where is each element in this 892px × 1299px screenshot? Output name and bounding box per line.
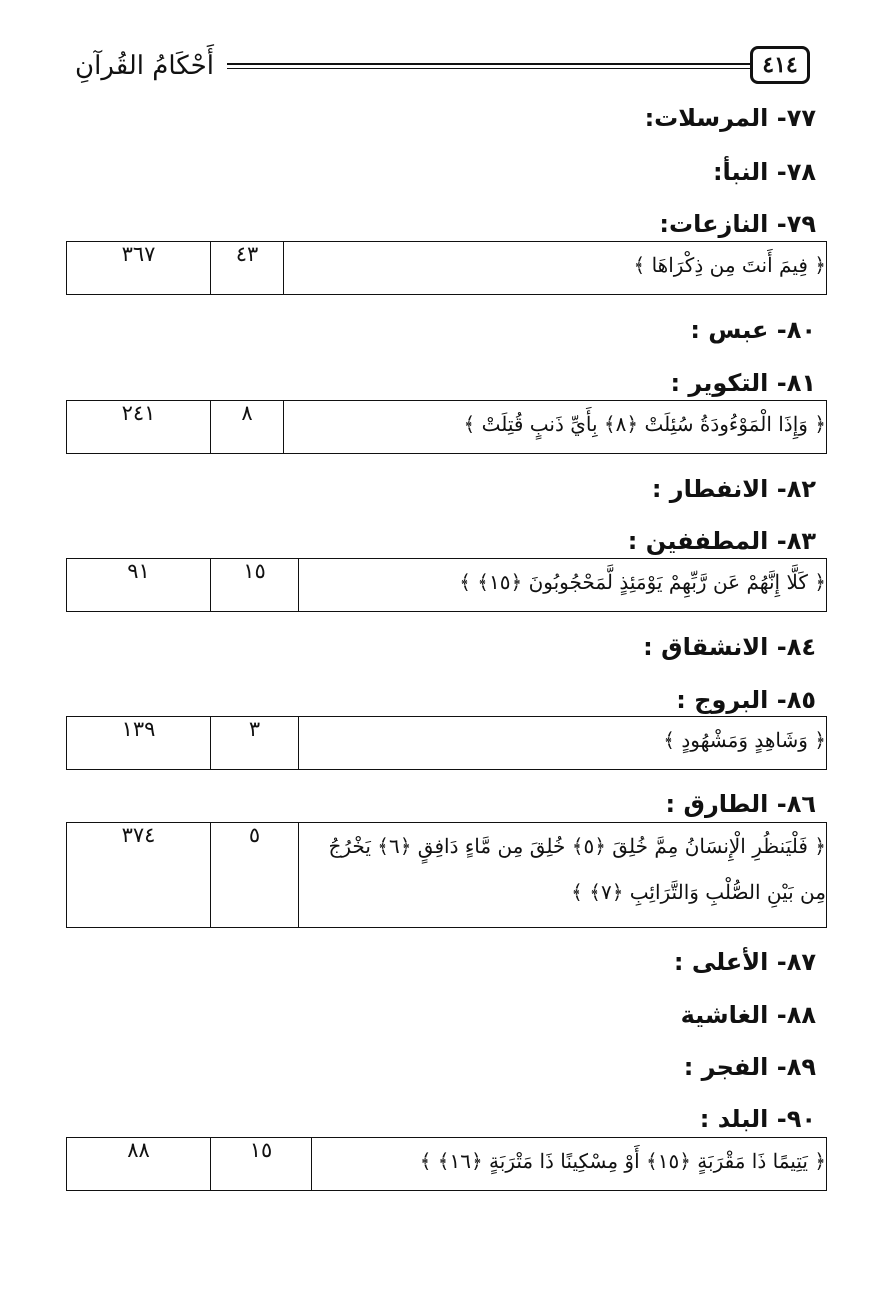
surah-heading-88: ٨٨- الغاشية [680,1001,816,1029]
verse-number: ٨ [211,401,284,454]
page-ref: ٣٧٤ [67,823,211,928]
table-row [67,401,827,454]
surah-heading-77: ٧٧- المرسلات: [644,104,816,132]
reference-table [66,241,827,295]
surah-heading-81: ٨١- التكوير : [670,369,816,397]
verse-text: ﴿ كَلَّا إِنَّهُمْ عَن رَّبِّهِمْ يَوْمَئِذٍ لَّمَحْجُوبُونَ ﴿١٥﴾ ﴾ [299,559,827,612]
verse-text: ﴿ وَإِذَا الْمَوْءُودَةُ سُئِلَتْ ﴿٨﴾ بِأَيِّ ذَنبٍ قُتِلَتْ ﴾ [284,401,827,454]
page-ref: ٣٦٧ [67,242,211,295]
page-ref: ٢٤١ [67,401,211,454]
surah-heading-87: ٨٧- الأعلى : [673,948,816,976]
page-number: ٤١٤ [750,46,810,84]
book-title: أَحْكَامُ القُرآنِ [75,51,214,81]
surah-heading-82: ٨٢- الانفطار : [651,475,816,503]
verse-text: ﴿ فَلْيَنظُرِ الْإِنسَانُ مِمَّ خُلِقَ ﴿٥﴾ خُلِقَ مِن مَّاءٍ دَافِقٍ ﴿٦﴾ يَخْرُجُ مِن بَيْنِ الصُّلْبِ وَالتَّرَائِبِ ﴿٧﴾ ﴾ [299,823,827,928]
table-row [67,1138,827,1191]
reference-table [66,558,827,612]
page-ref: ١٣٩ [67,717,211,770]
surah-heading-86: ٨٦- الطارق : [665,790,816,818]
table-row [67,559,827,612]
reference-table [66,716,827,770]
surah-heading-84: ٨٤- الانشقاق : [643,633,816,661]
table-row [67,717,827,770]
surah-heading-79: ٧٩- النازعات: [659,210,816,238]
surah-heading-78: ٧٨- النبأ: [712,158,816,186]
surah-heading-80: ٨٠- عبس : [690,316,816,344]
surah-heading-83: ٨٣- المطففين : [627,527,816,555]
verse-text: ﴿ فِيمَ أَنتَ مِن ذِكْرَاهَا ﴾ [284,242,827,295]
verse-number: ١٥ [211,559,299,612]
table-row [67,242,827,295]
header-rule [227,63,750,69]
page-ref: ٨٨ [67,1138,211,1191]
page-header [62,42,816,94]
surah-heading-89: ٨٩- الفجر : [683,1053,816,1081]
reference-table [66,822,827,928]
verse-number: ١٥ [211,1138,312,1191]
table-row [67,823,827,928]
surah-heading-90: ٩٠- البلد : [699,1105,816,1133]
verse-text: ﴿ يَتِيمًا ذَا مَقْرَبَةٍ ﴿١٥﴾ أَوْ مِسْكِينًا ذَا مَتْرَبَةٍ ﴿١٦﴾ ﴾ [312,1138,827,1191]
verse-number: ٤٣ [211,242,284,295]
page-ref: ٩١ [67,559,211,612]
surah-heading-85: ٨٥- البروج : [676,686,816,714]
reference-table [66,400,827,454]
verse-number: ٥ [211,823,299,928]
verse-number: ٣ [211,717,299,770]
reference-table [66,1137,827,1191]
verse-text: ﴿ وَشَاهِدٍ وَمَشْهُودٍ ﴾ [299,717,827,770]
